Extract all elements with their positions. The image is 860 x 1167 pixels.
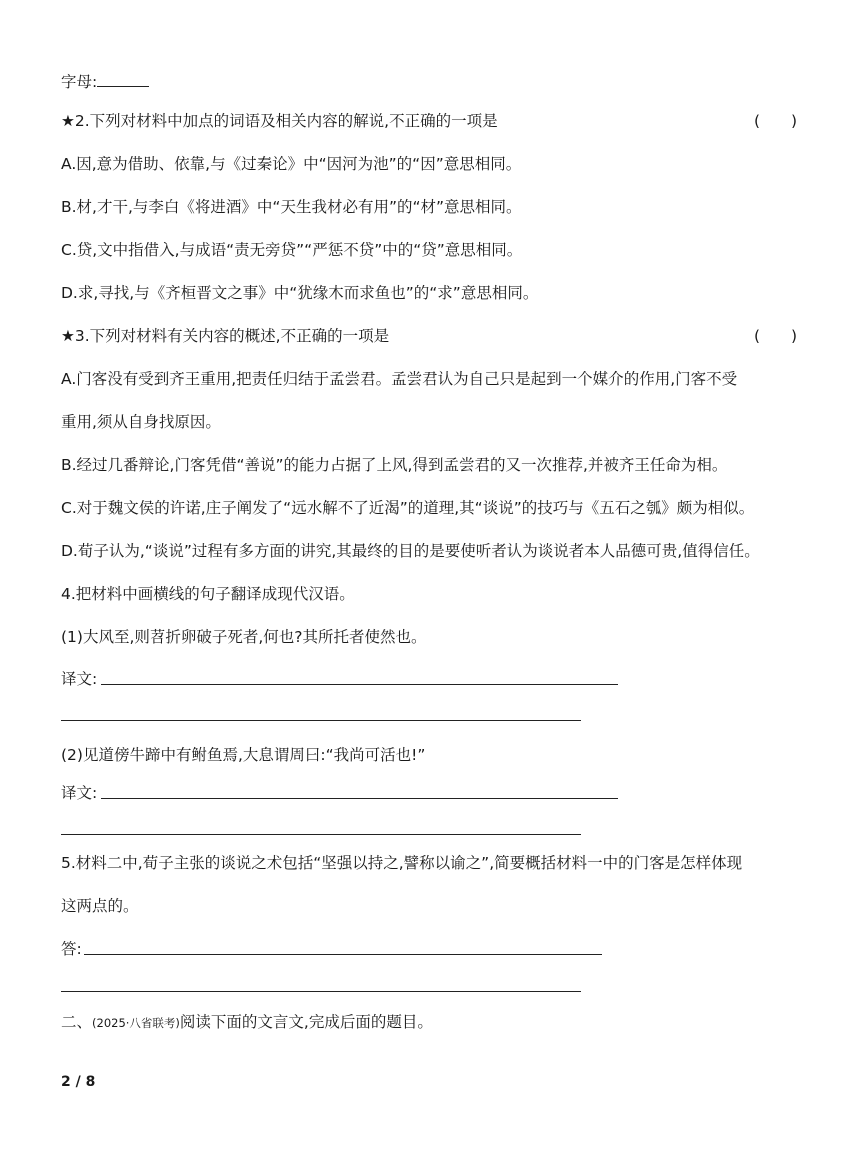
q5-answer-line-b[interactable] (61, 991, 581, 992)
q5-answer-line-a[interactable] (84, 954, 602, 955)
q5-stem-line2: 这两点的。 (61, 897, 139, 915)
q2-answer-parens[interactable]: ( ) (754, 112, 798, 130)
q4-sentence-1: (1)大风至,则苕折卵破子死者,何也?其所托者使然也。 (61, 628, 427, 646)
q4-answer-line-2b[interactable] (61, 834, 581, 835)
q3-option-a-line2: 重用,须从自身找原因。 (61, 413, 221, 431)
q3-option-d: D.荀子认为,“谈说”过程有多方面的讲究,其最终的目的是要使听者认为谈说者本人品德可贵,值得信任。 (61, 542, 760, 560)
q3-answer-parens[interactable]: ( ) (754, 327, 798, 345)
q2-option-c: C.贷,文中指借入,与成语“责无旁贷”“严惩不贷”中的“贷”意思相同。 (61, 241, 523, 259)
section-two-text: 阅读下面的文言文,完成后面的题目。 (179, 1013, 433, 1031)
letter-label: 字母: (61, 73, 98, 91)
q4-answer-line-1a[interactable] (101, 684, 618, 685)
q3-option-c: C.对于魏文侯的许诺,庄子阐发了“远水解不了近渴”的道理,其“谈说”的技巧与《五石之瓠》颇为相似。 (61, 499, 755, 517)
page-number: 2 / 8 (61, 1074, 96, 1090)
q4-answer-line-2a[interactable] (101, 798, 618, 799)
q4-translation-1-label: 译文: (61, 670, 98, 688)
q3-option-a-line1: A.门客没有受到齐王重用,把责任归结于孟尝君。孟尝君认为自己只是起到一个媒介的作用,门客不受 (61, 370, 738, 388)
q4-answer-line-1b[interactable] (61, 720, 581, 721)
q4-translation-2-label: 译文: (61, 784, 98, 802)
section-two-heading (61, 1011, 433, 1034)
q2-option-b: B.材,才干,与李白《将进酒》中“天生我材必有用”的“材”意思相同。 (61, 198, 522, 216)
q2-stem: ★2.下列对材料中加点的词语及相关内容的解说,不正确的一项是 (61, 112, 498, 130)
q3-stem: ★3.下列对材料有关内容的概述,不正确的一项是 (61, 327, 390, 345)
q4-sentence-2: (2)见道傍牛蹄中有鲋鱼焉,大息谓周曰:“我尚可活也!” (61, 746, 426, 764)
q5-answer-label: 答: (61, 940, 82, 958)
letter-answer-line (61, 70, 149, 93)
q2-option-a: A.因,意为借助、依靠,与《过秦论》中“因河为池”的“因”意思相同。 (61, 155, 522, 173)
q3-option-b: B.经过几番辩论,门客凭借“善说”的能力占据了上风,得到孟尝君的又一次推荐,并被齐王任命为相。 (61, 456, 728, 474)
q5-stem-line1: 5.材料二中,荀子主张的谈说之术包括“坚强以持之,譬称以谕之”,简要概括材料一中的门客是怎样体现 (61, 854, 743, 872)
section-two-prefix: 二、 (61, 1013, 93, 1031)
letter-blank[interactable] (97, 70, 149, 87)
q2-option-d: D.求,寻找,与《齐桓晋文之事》中“犹缘木而求鱼也”的“求”意思相同。 (61, 284, 539, 302)
section-two-source: (2025·八省联考) (92, 1016, 180, 1030)
q4-stem: 4.把材料中画横线的句子翻译成现代汉语。 (61, 585, 355, 603)
